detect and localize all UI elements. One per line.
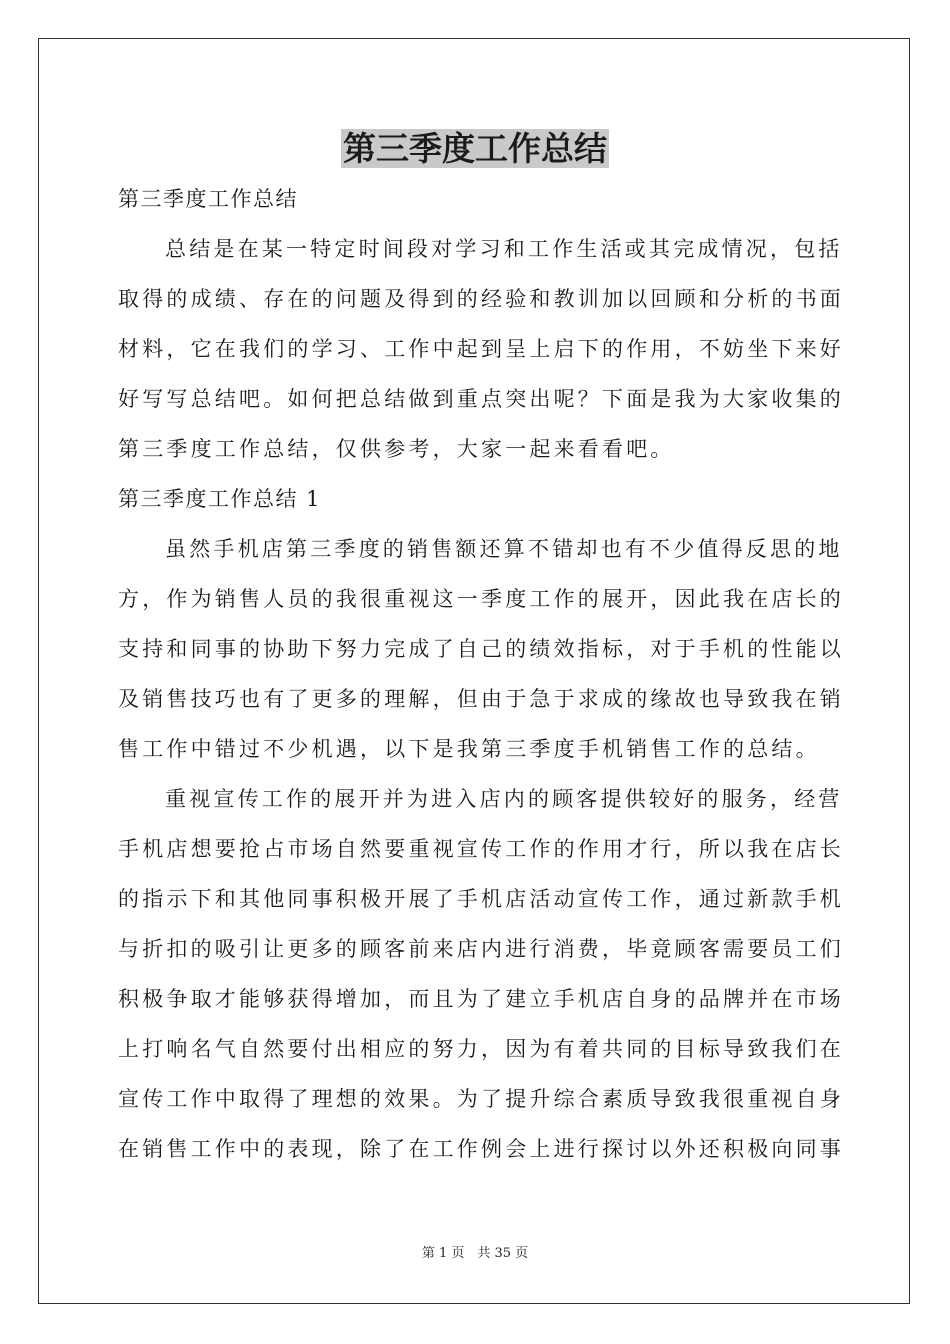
paragraph-line: 支持和同事的协助下努力完成了自己的绩效指标，对于手机的性能以 (118, 637, 844, 661)
paragraph-line: 取得的成绩、存在的问题及得到的经验和教训加以回顾和分析的书面 (118, 287, 844, 311)
section-heading: 第三季度工作总结 (118, 187, 298, 211)
paragraph-line: 与折扣的吸引让更多的顾客前来店内进行消费，毕竟顾客需要员工们 (118, 937, 844, 961)
paragraph-line: 材料，它在我们的学习、工作中起到呈上启下的作用，不妨坐下来好 (118, 337, 844, 361)
paragraph-line: 第三季度工作总结，仅供参考，大家一起来看看吧。 (118, 437, 675, 461)
page-number: 第 1 页 共 35 页 (421, 1246, 529, 1261)
paragraph-line: 虽然手机店第三季度的销售额还算不错却也有不少值得反思的地 (165, 537, 843, 561)
paragraph-line: 积极争取才能够获得增加，而且为了建立手机店自身的品牌并在市场 (118, 987, 844, 1011)
page-border (38, 38, 910, 1304)
paragraph-line: 及销售技巧也有了更多的理解，但由于急于求成的缘故也导致我在销 (118, 687, 844, 711)
paragraph-line: 上打响名气自然要付出相应的努力，因为有着共同的目标导致我们在 (118, 1037, 844, 1061)
paragraph-line: 售工作中错过不少机遇，以下是我第三季度手机销售工作的总结。 (118, 737, 820, 761)
paragraph-line: 宣传工作中取得了理想的效果。为了提升综合素质导致我很重视自身 (118, 1087, 844, 1111)
paragraph-line: 重视宣传工作的展开并为进入店内的顾客提供较好的服务，经营 (165, 787, 843, 811)
paragraph-line: 的指示下和其他同事积极开展了手机店活动宣传工作，通过新款手机 (118, 887, 844, 911)
section-heading: 第三季度工作总结 1 (118, 487, 322, 511)
paragraph-line: 在销售工作中的表现，除了在工作例会上进行探讨以外还积极向同事 (118, 1137, 844, 1161)
paragraph-line: 手机店想要抢占市场自然要重视宣传工作的作用才行，所以我在店长 (118, 837, 844, 861)
paragraph-line: 方，作为销售人员的我很重视这一季度工作的展开，因此我在店长的 (118, 587, 844, 611)
paragraph-line: 好写写总结吧。如何把总结做到重点突出呢？下面是我为大家收集的 (118, 387, 844, 411)
paragraph-line: 总结是在某一特定时间段对学习和工作生活或其完成情况，包括 (165, 237, 843, 261)
document-title: 第三季度工作总结 (343, 129, 607, 168)
